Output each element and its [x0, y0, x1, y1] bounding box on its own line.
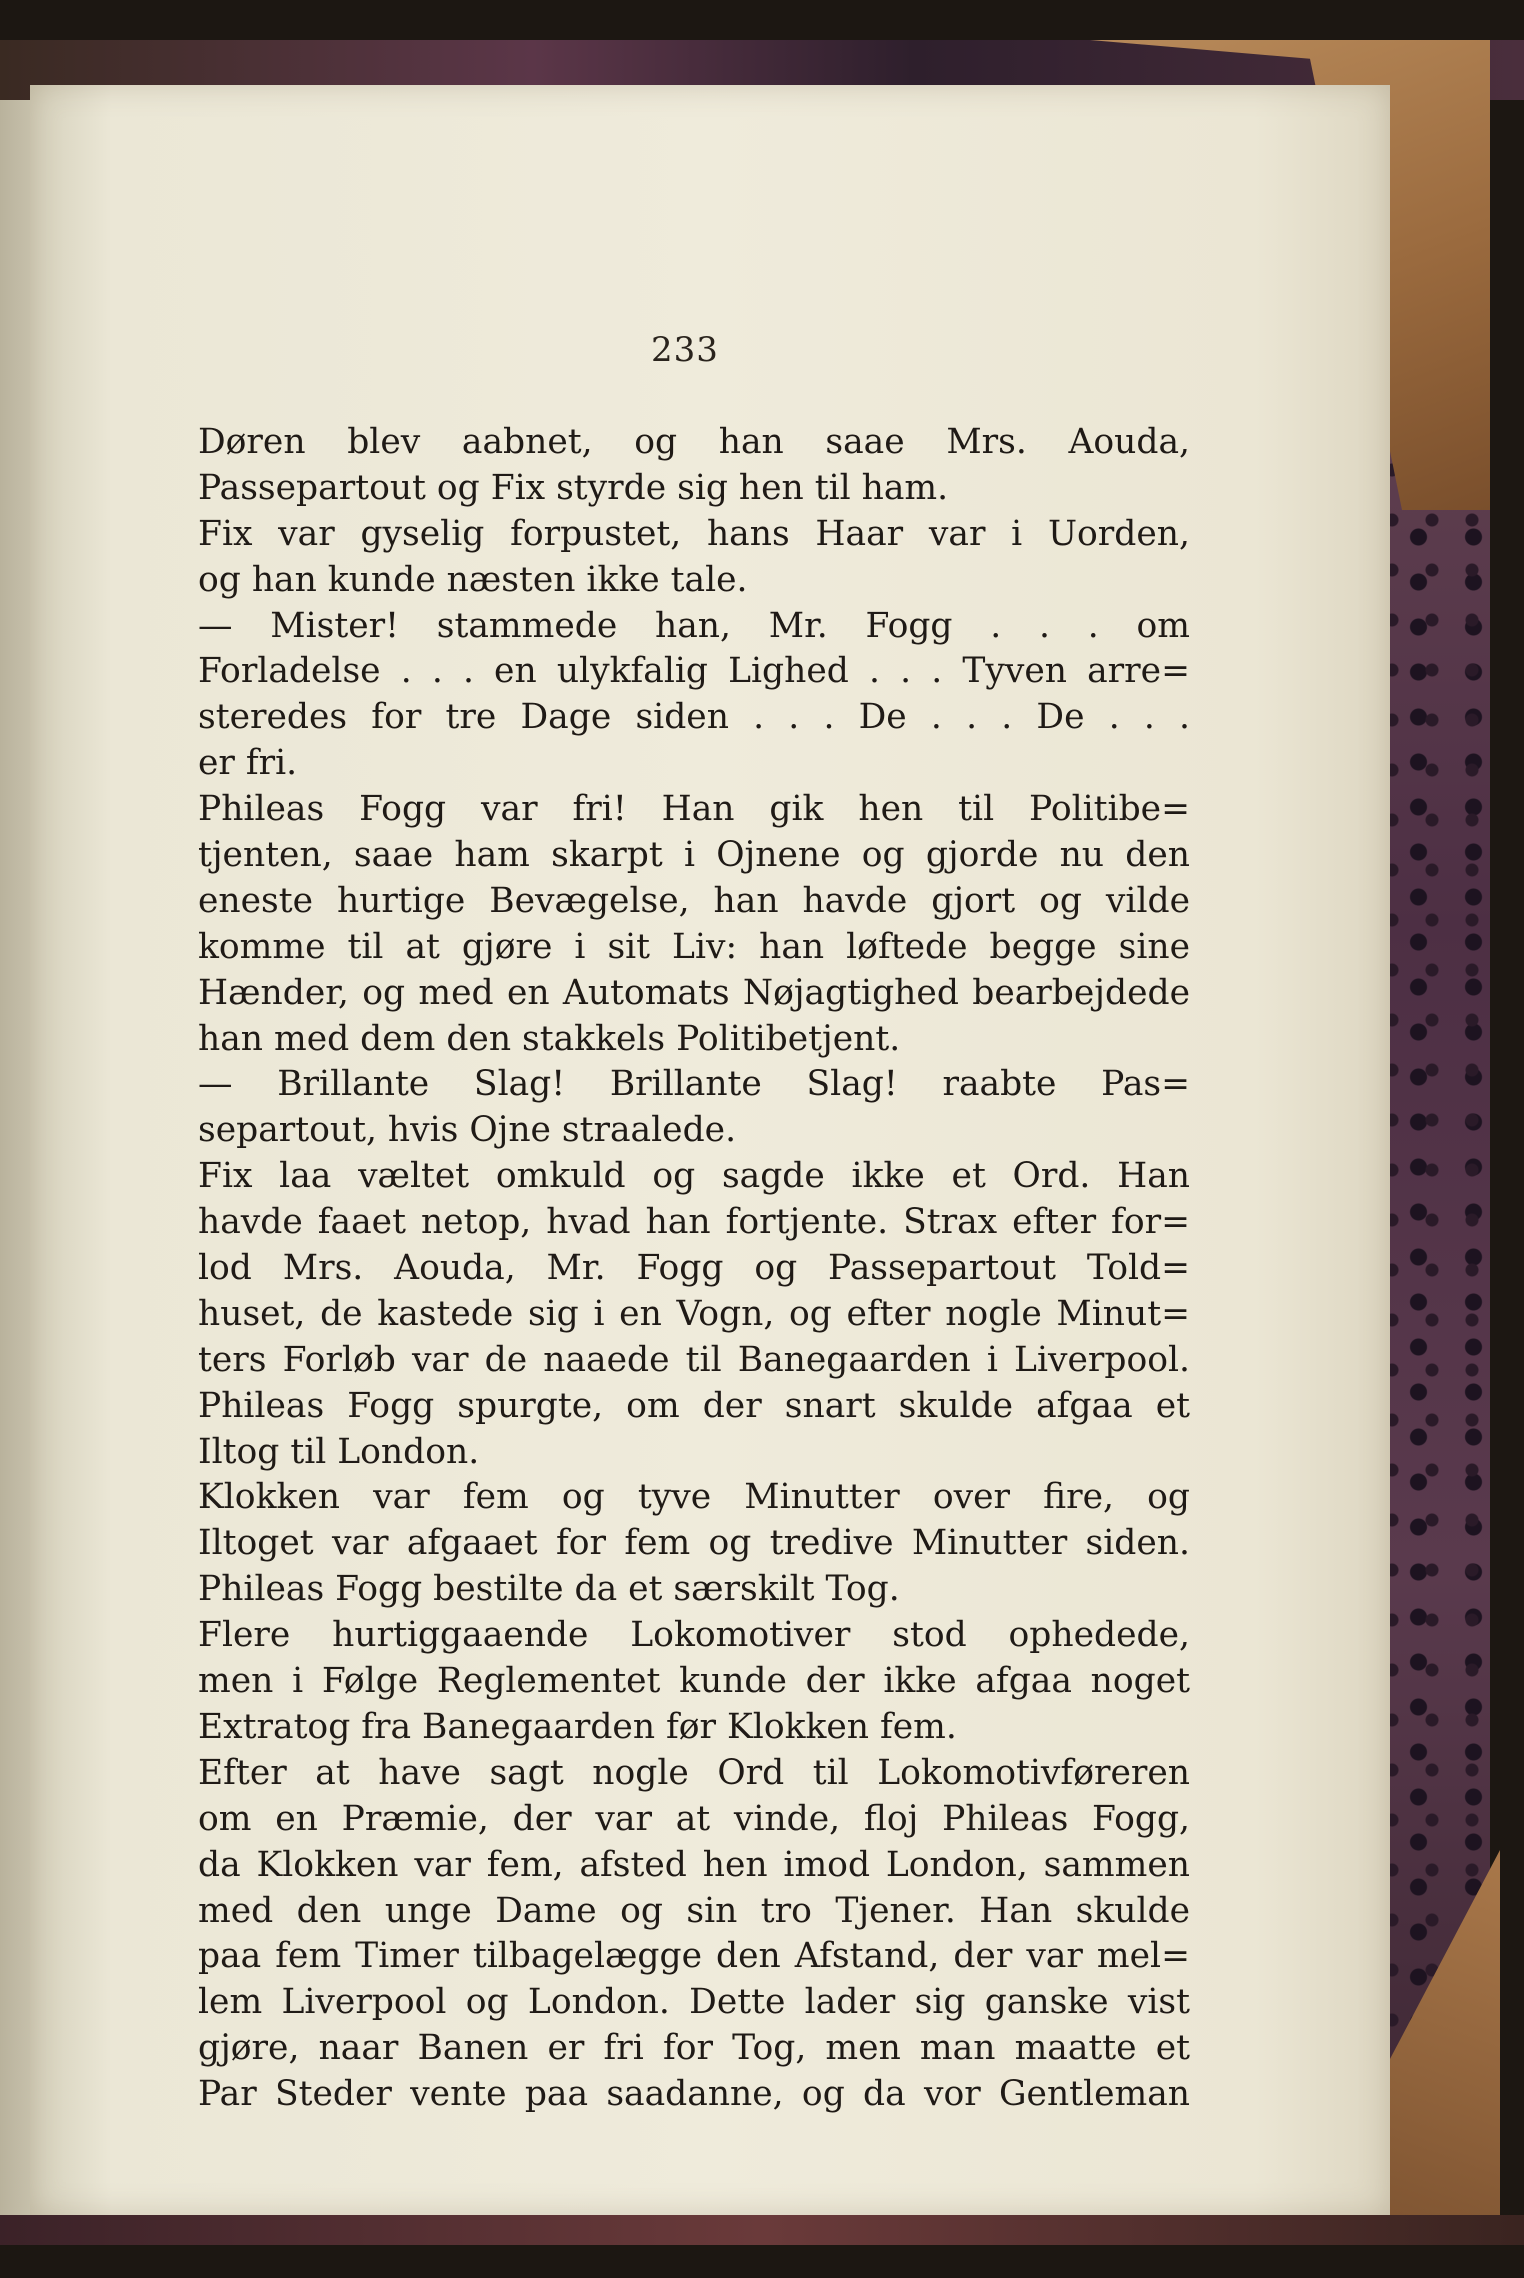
text-line: separtout, hvis Ojne straalede. — [198, 1110, 737, 1151]
text-line: Passepartout og Fix styrde sig hen til ham. — [198, 467, 949, 508]
text-line: Forladelse . . . en ulykfalig Lighed . . . Tyven arre= — [198, 651, 1190, 692]
text-line: ters Forløb var de naaede til Banegaarden i Liverpool. — [198, 1339, 1190, 1380]
book-cover-bottom-edge — [0, 2215, 1524, 2245]
text-line: — Brillante Slag! Brillante Slag! raabte Pas= — [198, 1064, 1190, 1105]
text-line: Fix laa væltet omkuld og sagde ikke et Ord. Han — [198, 1156, 1190, 1197]
text-line: Extratog fra Banegaarden før Klokken fem. — [198, 1706, 957, 1747]
text-line: eneste hurtige Bevægelse, han havde gjort og vilde — [198, 880, 1190, 921]
text-line: er fri. — [198, 743, 298, 784]
text-line: Par Steder vente paa saadanne, og da vor Gentleman — [198, 2074, 1190, 2115]
text-line: han med dem den stakkels Politibetjent. — [198, 1018, 901, 1059]
text-line: Phileas Fogg var fri! Han gik hen til Politibe= — [198, 789, 1190, 830]
page-number: 233 — [651, 330, 719, 370]
text-line: Fix var gyselig forpustet, hans Haar var i Uorden, — [198, 513, 1190, 554]
text-line: men i Følge Reglementet kunde der ikke afgaa noget — [198, 1661, 1190, 1702]
text-line: og han kunde næsten ikke tale. — [198, 559, 748, 600]
text-line: steredes for tre Dage siden . . . De . . . De . . . — [198, 697, 1190, 738]
text-line: gjøre, naar Banen er fri for Tog, men man maatte et — [198, 2028, 1190, 2069]
page-text — [198, 420, 1190, 2118]
text-line: Iltog til London. — [198, 1431, 480, 1472]
text-line: Døren blev aabnet, og han saae Mrs. Aouda, — [198, 422, 1190, 462]
text-line: Phileas Fogg bestilte da et særskilt Tog. — [198, 1569, 900, 1610]
text-line: Flere hurtiggaaende Lokomotiver stod ophedede, — [198, 1615, 1190, 1656]
text-line: da Klokken var fem, afsted hen imod London, sammen — [198, 1844, 1190, 1885]
text-line: med den unge Dame og sin tro Tjener. Han skulde — [198, 1890, 1190, 1931]
text-line: havde faaet netop, hvad han fortjente. Strax efter for= — [198, 1202, 1190, 1243]
text-line: tjenten, saae ham skarpt i Ojnene og gjorde nu den — [198, 835, 1190, 876]
book-page — [30, 85, 1390, 2215]
text-line: Klokken var fem og tyve Minutter over fire, og — [198, 1477, 1190, 1518]
text-line: komme til at gjøre i sit Liv: han løftede begge sine — [198, 926, 1190, 967]
text-line: paa fem Timer tilbagelægge den Afstand, der var mel= — [198, 1936, 1190, 1977]
text-line: Hænder, og med en Automats Nøjagtighed bearbejdede — [198, 972, 1190, 1013]
text-line: lem Liverpool og London. Dette lader sig ganske vist — [198, 1982, 1190, 2023]
text-line: Iltoget var afgaaet for fem og tredive Minutter siden. — [198, 1523, 1190, 1564]
text-line: Phileas Fogg spurgte, om der snart skulde afgaa et — [198, 1385, 1190, 1426]
text-line: lod Mrs. Aouda, Mr. Fogg og Passepartout Told= — [198, 1248, 1190, 1289]
text-line: huset, de kastede sig i en Vogn, og efter nogle Minut= — [198, 1293, 1190, 1334]
text-line: — Mister! stammede han, Mr. Fogg . . . om — [198, 605, 1190, 646]
text-line: Efter at have sagt nogle Ord til Lokomotivføreren — [198, 1752, 1190, 1793]
text-line: om en Præmie, der var at vinde, floj Phileas Fogg, — [198, 1798, 1190, 1839]
